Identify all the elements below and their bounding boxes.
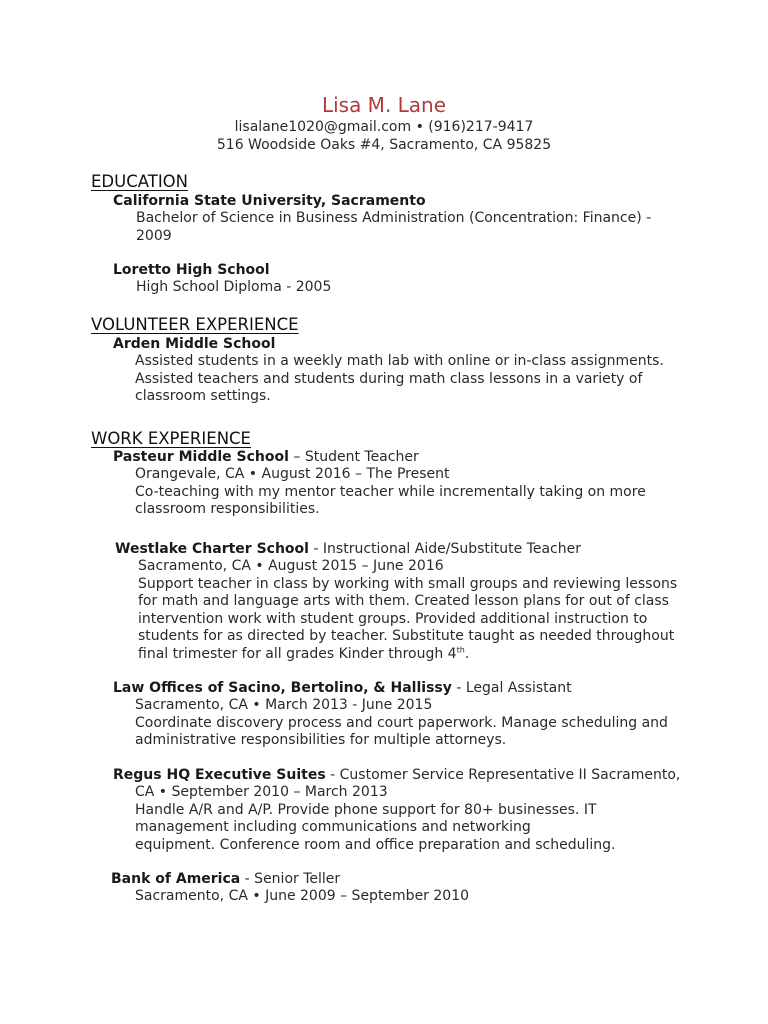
entry-org: Bank of America — [111, 871, 241, 887]
entry-role: – Student Teacher — [288, 449, 419, 465]
entry-line: Bachelor of Science in Business Administration (Concentration: Finance) - — [136, 210, 652, 226]
applicant-name: Lisa M. Lane — [321, 93, 447, 117]
entry-line: CA • September 2010 – March 2013 — [135, 784, 388, 800]
entry-org: Regus HQ Executive Suites — [113, 767, 326, 783]
volunteer-entry — [0, 335, 768, 406]
education-heading: EDUCATION — [91, 172, 189, 191]
address-line: 516 Woodside Oaks #4, Sacramento, CA 95825 — [216, 137, 552, 153]
work-entry — [0, 766, 768, 854]
entry-line: Coordinate discovery process and court paperwork. Manage scheduling and — [135, 714, 668, 731]
entry-line: equipment. Conference room and office preparation and scheduling. — [135, 836, 616, 853]
entry-line: intervention work with student groups. Provided additional instruction to — [138, 610, 648, 627]
entry-line: classroom responsibilities. — [135, 501, 320, 517]
entry-line: administrative responsibilities for multiple attorneys. — [135, 732, 507, 748]
entry-org: Arden Middle School — [113, 336, 276, 352]
entry-line: Co-teaching with my mentor teacher while incrementally taking on more — [135, 483, 646, 500]
entry-org-line — [0, 335, 768, 353]
volunteer-heading: VOLUNTEER EXPERIENCE — [91, 315, 299, 334]
entry-line: Sacramento, CA • June 2009 – September 2010 — [135, 888, 470, 904]
entry-org-line — [0, 870, 768, 888]
work-entry — [0, 870, 768, 906]
entry-org-line — [0, 448, 768, 466]
entry-line-last — [0, 646, 768, 664]
work-entry — [0, 679, 768, 750]
entry-line: Handle A/R and A/P. Provide phone support for 80+ businesses. IT — [135, 801, 597, 818]
entry-org-line — [0, 679, 768, 697]
entry-line: 2009 — [136, 227, 172, 244]
entry-line: Assisted teachers and students during math class lessons in a variety of — [135, 370, 643, 387]
entry-line: Support teacher in class by working with small groups and reviewing lessons — [138, 575, 678, 592]
entry-line: Assisted students in a weekly math lab with online or in-class assignments. — [135, 353, 664, 369]
entry-role: - Legal Assistant — [451, 680, 572, 696]
entry-line-end: . — [464, 645, 470, 662]
entry-org-line — [0, 261, 768, 279]
education-entry — [0, 192, 768, 245]
entry-role: - Senior Teller — [240, 871, 341, 887]
entry-org: Loretto High School — [113, 262, 270, 278]
contact-line: lisalane1020@gmail.com • (916)217-9417 — [234, 119, 534, 135]
entry-org-line — [0, 766, 768, 784]
entry-line: Orangevale, CA • August 2016 – The Present — [135, 466, 450, 482]
entry-line: management including communications and networking — [135, 819, 531, 835]
entry-org-line — [0, 540, 768, 558]
entry-org-line — [0, 192, 768, 210]
entry-org: Law Offices of Sacino, Bertolino, & Hallissy — [113, 680, 452, 696]
entry-org: Westlake Charter School — [115, 541, 309, 557]
entry-org: Pasteur Middle School — [113, 449, 289, 465]
ordinal-suffix: th — [456, 644, 465, 654]
education-entry — [0, 261, 768, 297]
work-heading: WORK EXPERIENCE — [91, 429, 251, 448]
work-entry — [0, 540, 768, 663]
work-entry — [0, 448, 768, 519]
entry-line: for math and language arts with them. Created lesson plans for out of class — [138, 593, 669, 609]
entry-line-text: final trimester for all grades Kinder through 4 — [138, 645, 457, 662]
entry-line: classroom settings. — [135, 388, 271, 404]
entry-role: - Customer Service Representative II Sacramento, — [325, 767, 681, 783]
entry-org: California State University, Sacramento — [113, 193, 426, 209]
entry-role: - Instructional Aide/Substitute Teacher — [308, 541, 581, 557]
entry-line: Sacramento, CA • March 2013 - June 2015 — [135, 697, 433, 713]
entry-line: High School Diploma - 2005 — [136, 279, 332, 295]
entry-line: Sacramento, CA • August 2015 – June 2016 — [138, 558, 444, 574]
entry-line: students for as directed by teacher. Substitute taught as needed throughout — [138, 628, 675, 644]
resume-header — [0, 92, 768, 154]
